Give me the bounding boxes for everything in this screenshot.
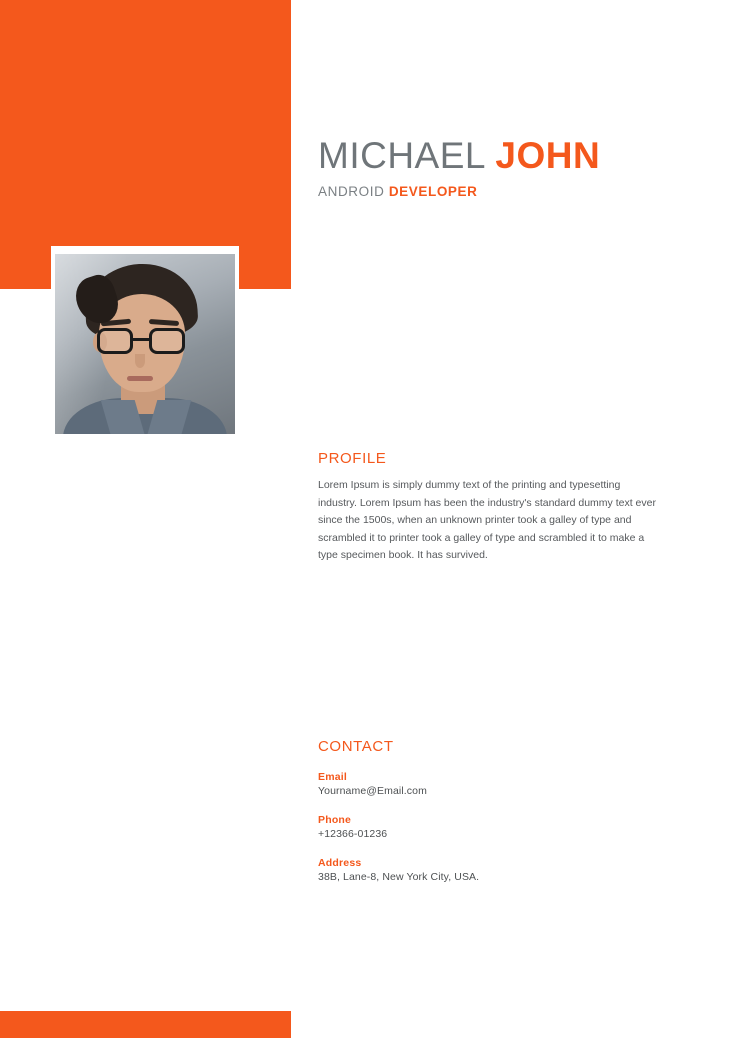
contact-section-title: CONTACT bbox=[318, 738, 394, 755]
first-name: MICHAEL bbox=[318, 135, 485, 176]
avatar bbox=[55, 254, 235, 434]
role-title: DEVELOPER bbox=[388, 184, 478, 199]
profile-text: Lorem Ipsum is simply dummy text of the printing and typesetting industry. Lorem Ipsum has been the industry's standard dummy text ever since the 1500s, when an unknown printer took a galley of type and scrambled it to printer took a galley of type and scrambled it to make a type specimen book. It has survived. bbox=[318, 479, 656, 562]
portrait-illustration bbox=[55, 254, 235, 434]
decorative-orange-block-bottom bbox=[0, 1011, 291, 1038]
last-name: JOHN bbox=[495, 135, 601, 176]
contact-value-phone[interactable]: +12366-01236 bbox=[318, 828, 388, 840]
contact-label-address: Address bbox=[318, 857, 362, 869]
contact-value-address: 38B, Lane-8, New York City, USA. bbox=[318, 871, 480, 883]
profile-section-title: PROFILE bbox=[318, 450, 387, 467]
contact-item-email bbox=[318, 771, 658, 797]
page-title bbox=[318, 134, 708, 199]
contact-item-address bbox=[318, 857, 658, 883]
contact-section bbox=[318, 738, 658, 900]
contact-label-phone: Phone bbox=[318, 814, 352, 826]
role-prefix: ANDROID bbox=[318, 184, 385, 199]
contact-value-email[interactable]: Yourname@Email.com bbox=[318, 785, 427, 797]
glasses-icon bbox=[95, 328, 189, 354]
contact-label-email: Email bbox=[318, 771, 348, 783]
profile-section bbox=[318, 450, 658, 565]
contact-item-phone bbox=[318, 814, 658, 840]
